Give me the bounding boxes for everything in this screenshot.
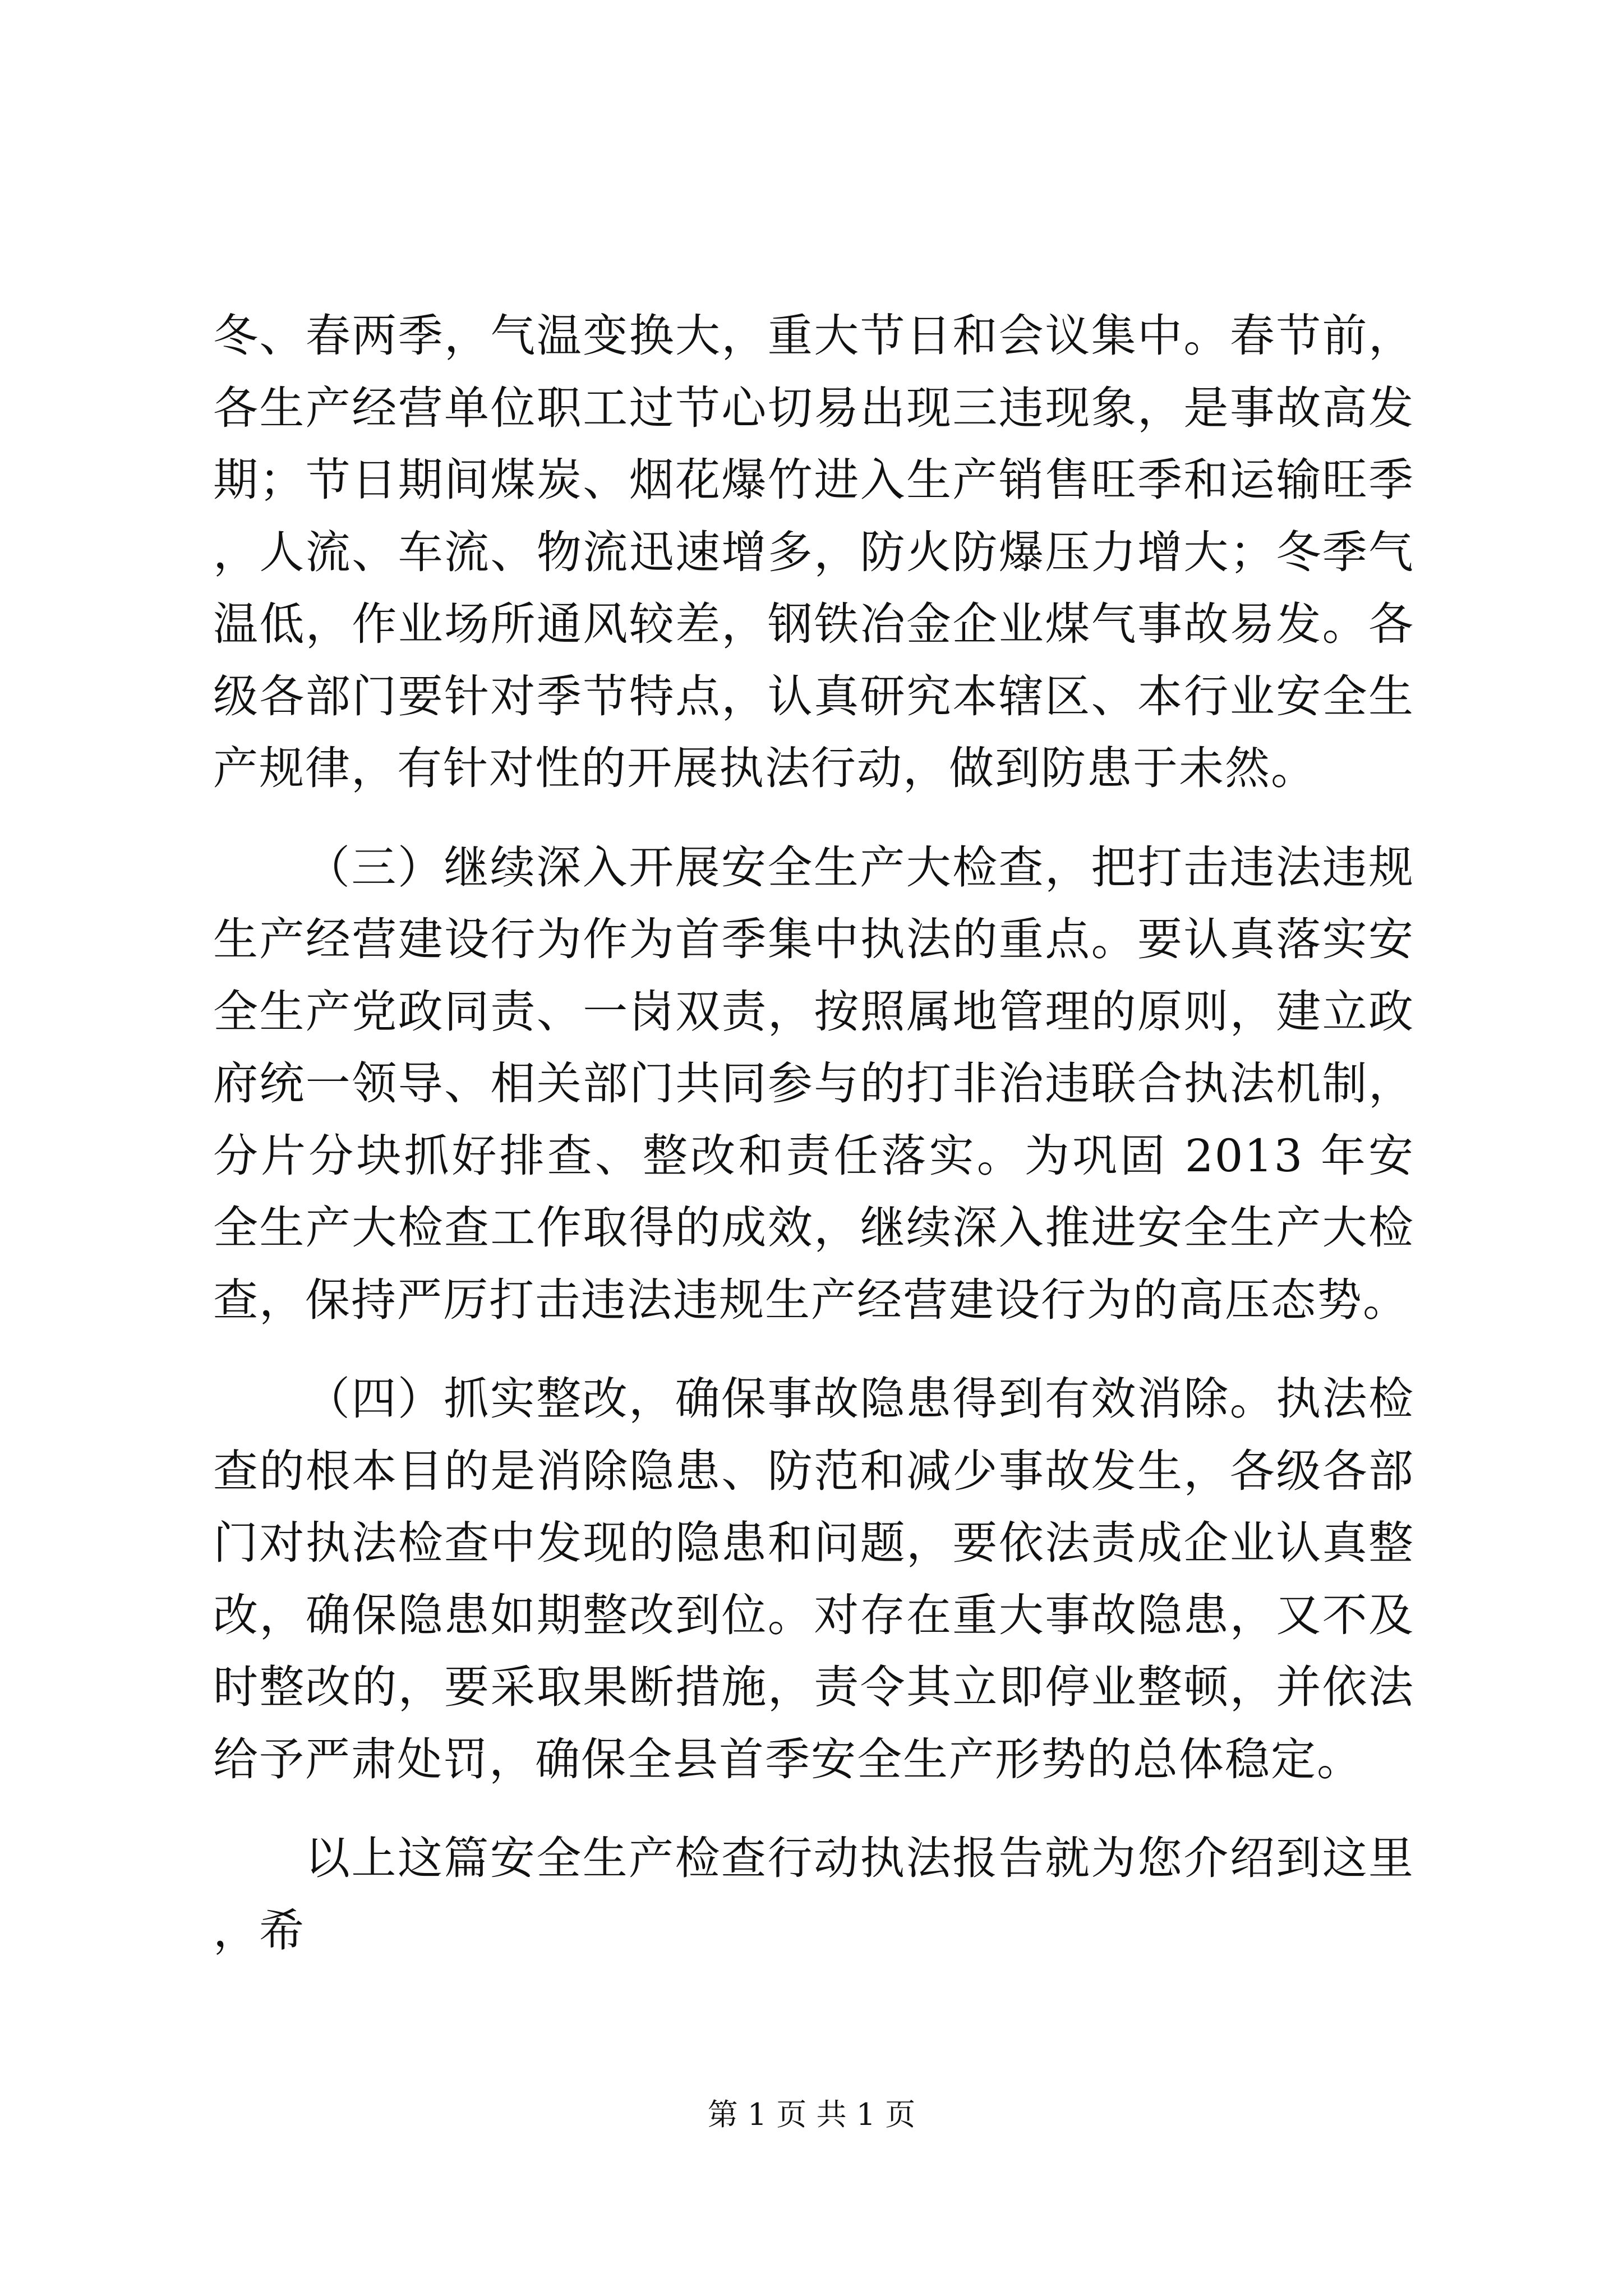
paragraph-continuation: 冬、春两季，气温变换大，重大节日和会议集中。春节前，各生产经营单位职工过节心切易出现三违现象，是事故高发期；节日期间煤炭、烟花爆竹进入生产销售旺季和运输旺季，人流、车流、物流迅速增多，防火防爆压力增大；冬季气温低，作业场所通风较差，钢铁冶金企业煤气事故易发。各级各部门要针对季节特点，认真研究本辖区、本行业安全生产规律，有针对性的开展执法行动，做到防患于未然。	[213, 310, 1414, 794]
page-footer: 第 1 页 共 1 页	[707, 2097, 916, 2132]
document-body	[213, 300, 1414, 1967]
paragraph-section-four: （四）抓实整改，确保事故隐患得到有效消除。执法检查的根本目的是消除隐患、防范和减少事故发生，各级各部门对执法检查中发现的隐患和问题，要依法责成企业认真整改，确保隐患如期整改到位。对存在重大事故隐患，又不及时整改的，要采取果断措施，责令其立即停业整顿，并依法给予严肃处罚，确保全县首季安全生产形势的总体稳定。	[213, 1373, 1414, 1786]
paragraph-closing: 以上这篇安全生产检查行动执法报告就为您介绍到这里，希	[213, 1832, 1414, 1957]
paragraph-section-three: （三）继续深入开展安全生产大检查，把打击违法违规生产经营建设行为作为首季集中执法的重点。要认真落实安全生产党政同责、一岗双责，按照属地管理的原则，建立政府统一领导、相关部门共同参与的打非治违联合执法机制，分片分块抓好排查、整改和责任落实。为巩固 2013 年安全生产大检查工作取得的成效，继续深入推进安全生产大检查，保持严厉打击违法违规生产经营建设行为的高压态势。	[213, 841, 1414, 1326]
